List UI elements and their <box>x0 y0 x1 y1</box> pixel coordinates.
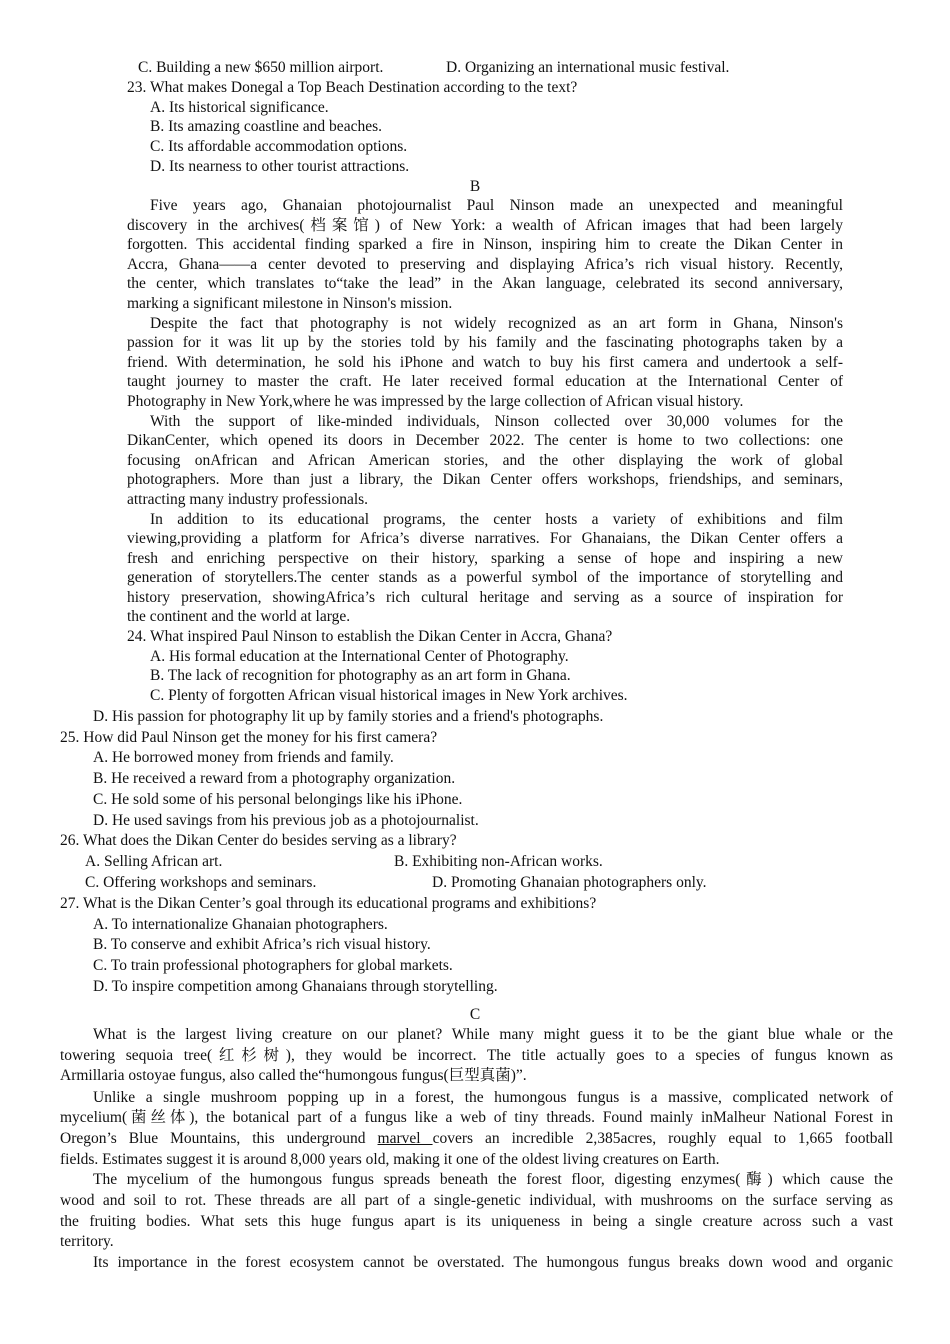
q23-stem: 23. What makes Donegal a Top Beach Destination according to the text? <box>127 79 578 96</box>
section-c-p1-line: towering sequoia tree(红杉树), they would be incorrect. The title actually goes to a species of fungus known as <box>60 1047 893 1064</box>
section-b-p1-line: discovery in the archives(档案馆) of New York: a wealth of African images that had been largely <box>127 217 843 234</box>
q22-option-d: D. Organizing an international music festival. <box>446 59 730 76</box>
section-c-p3-line: the fruiting bodies. What sets this huge fungus apart is its uniqueness in being a single creature across such a vast <box>60 1213 893 1230</box>
section-b-p1-line: forgotten. This accidental finding sparked a fire in Ninson, inspiring him to create the Dikan Center in <box>127 236 843 253</box>
section-c-heading: C <box>469 1006 481 1023</box>
section-b-p2-line: Photography in New York,where he was impressed by the large collection of African visual history. <box>127 393 744 410</box>
q24-stem: 24. What inspired Paul Ninson to establish the Dikan Center in Accra, Ghana? <box>127 628 613 645</box>
q24-option-a: A. His formal education at the International Center of Photography. <box>150 648 569 665</box>
q26-option-a: A. Selling African art. <box>85 853 223 870</box>
q25-stem: 25. How did Paul Ninson get the money for his first camera? <box>60 729 438 746</box>
underlined-word-marvel: marvel <box>377 1130 433 1147</box>
q25-option-b: B. He received a reward from a photography organization. <box>93 770 456 787</box>
q24-option-d: D. His passion for photography lit up by family stories and a friend's photographs. <box>93 708 604 725</box>
q25-option-a: A. He borrowed money from friends and family. <box>93 749 394 766</box>
section-b-p2-line: friend. With determination, he sold his iPhone and watch to buy his first camera and undertook a self- <box>127 354 843 371</box>
section-c-p2-line: fields. Estimates suggest it is around 8,000 years old, making it one of the oldest living creatures on Earth. <box>60 1151 720 1168</box>
q27-option-b: B. To conserve and exhibit Africa’s rich visual history. <box>93 936 431 953</box>
section-c-p3-line: The mycelium of the humongous fungus spreads beneath the forest floor, digesting enzymes(酶) which cause the <box>93 1171 893 1188</box>
section-b-p4-line: the continent and the world at large. <box>127 608 351 625</box>
q26-option-b: B. Exhibiting non-African works. <box>394 853 603 870</box>
section-b-p4-line: In addition to its educational programs, the center hosts a variety of exhibitions and film <box>150 511 843 528</box>
q27-option-a: A. To internationalize Ghanaian photographers. <box>93 916 388 933</box>
section-c-p1-line: What is the largest living creature on our planet? While many might guess it to be the giant blue whale or the <box>93 1026 893 1043</box>
section-c-p2-line-marvel <box>60 1129 893 1149</box>
q24-option-b: B. The lack of recognition for photography as an art form in Ghana. <box>150 667 571 684</box>
q27-stem: 27. What is the Dikan Center’s goal through its educational programs and exhibitions? <box>60 895 597 912</box>
section-b-p4-line: generation of storytellers.The center stands as a powerful symbol of the importance of storytelling and <box>127 569 843 586</box>
q26-option-c: C. Offering workshops and seminars. <box>85 874 317 891</box>
section-b-p3-line: photographers. More than just a library, the Dikan Center offers workshops, friendships, and seminars, <box>127 471 843 488</box>
section-b-p4-line: fresh and enriching perspective on their history, sparking a sense of hope and inspiring a new <box>127 550 843 567</box>
q22-option-c: C. Building a new $650 million airport. <box>138 59 384 76</box>
section-b-p1-line: Five years ago, Ghanaian photojournalist Paul Ninson made an unexpected and meaningful <box>150 197 843 214</box>
section-b-p3-line: DikanCenter, which opened its doors in December 2022. The center is home to two collections: one <box>127 432 843 449</box>
section-b-p2-line: taught journey to master the craft. He later received formal education at the International Center of <box>127 373 843 390</box>
section-c-p2-line: mycelium(菌丝体), the botanical part of a fungus like a web of tiny threads. Found mainly inMalheur National Forest in <box>60 1109 893 1126</box>
section-b-p3-line: attracting many industry professionals. <box>127 491 369 508</box>
q23-option-a: A. Its historical significance. <box>150 99 329 116</box>
q25-option-c: C. He sold some of his personal belongings like his iPhone. <box>93 791 463 808</box>
section-b-p3-line: With the support of like-minded individuals, Ninson collected over 30,000 volumes for the <box>150 413 843 430</box>
section-c-p3-line: territory. <box>60 1233 114 1250</box>
q26-option-d: D. Promoting Ghanaian photographers only. <box>432 874 707 891</box>
section-b-heading: B <box>469 178 481 195</box>
q26-stem: 26. What does the Dikan Center do besides serving as a library? <box>60 832 457 849</box>
q23-option-c: C. Its affordable accommodation options. <box>150 138 408 155</box>
q27-option-c: C. To train professional photographers for global markets. <box>93 957 453 974</box>
q23-option-d: D. Its nearness to other tourist attractions. <box>150 158 410 175</box>
section-c-p4-line: Its importance in the forest ecosystem cannot be overstated. The humongous fungus breaks down wood and organic <box>93 1254 893 1271</box>
text-segment: Oregon’s Blue Mountains, this underground <box>60 1130 378 1147</box>
q25-option-d: D. He used savings from his previous job as a photojournalist. <box>93 812 479 829</box>
section-b-p2-line: Despite the fact that photography is not widely recognized as an art form in Ghana, Ninson's <box>150 315 843 332</box>
section-b-p4-line: viewing,providing a platform for Africa’s diverse narratives. For Ghanaians, the Dikan Center offers a <box>127 530 843 547</box>
section-b-p1-line: marking a significant milestone in Ninson's mission. <box>127 295 453 312</box>
q23-option-b: B. Its amazing coastline and beaches. <box>150 118 382 135</box>
section-b-p4-line: history preservation, showingAfrica’s rich cultural heritage and serving as a source of inspiration for <box>127 589 843 606</box>
section-c-p1-line: Armillaria ostoyae fungus, also called the“humongous fungus(巨型真菌)”. <box>60 1067 527 1084</box>
section-b-p1-line: Accra, Ghana——a center devoted to preserving and displaying Africa’s rich visual history. Recently, <box>127 256 843 273</box>
section-b-p1-line: the center, which translates to“take the lead” in the Akan language, celebrated its second anniversary, <box>127 275 843 292</box>
section-b-p2-line: passion for it was lit up by the stories told by his family and the fascinating photographs taken by a <box>127 334 843 351</box>
section-c-p2-line: Unlike a single mushroom popping up in a forest, the humongous fungus is a massive, complicated network of <box>93 1089 893 1106</box>
section-c-p3-line: wood and soil to rot. These threads are all part of a single-genetic individual, with mushrooms on the surface serving as <box>60 1192 893 1209</box>
text-segment: covers an incredible 2,385acres, roughly equal to 1,665 football <box>432 1130 893 1147</box>
section-b-p3-line: focusing onAfrican and African American stories, and the other displaying the work of global <box>127 452 843 469</box>
q24-option-c: C. Plenty of forgotten African visual historical images in New York archives. <box>150 687 628 704</box>
q27-option-d: D. To inspire competition among Ghanaians through storytelling. <box>93 978 498 995</box>
